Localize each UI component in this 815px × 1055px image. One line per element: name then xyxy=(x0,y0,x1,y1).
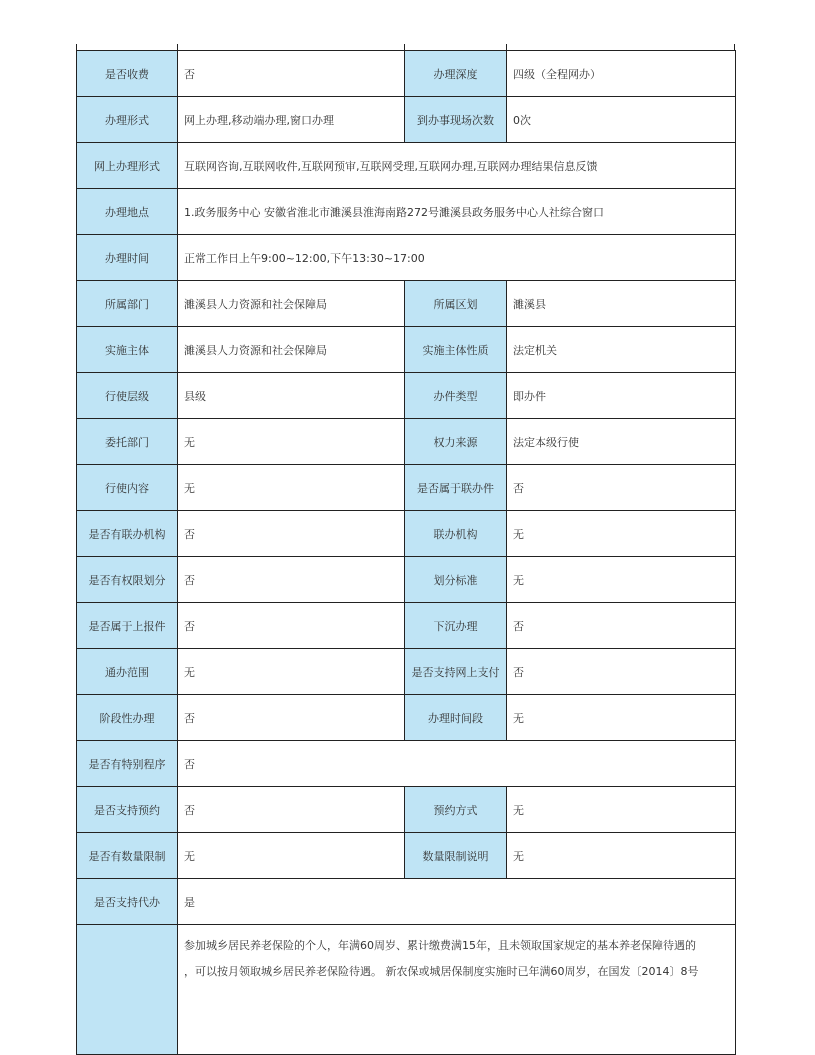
field-label: 到办事现场次数 xyxy=(405,97,507,143)
field-label: 联办机构 xyxy=(405,511,507,557)
table-row xyxy=(77,327,736,373)
table-row xyxy=(77,787,736,833)
table-row xyxy=(77,833,736,879)
field-label: 是否属于联办件 xyxy=(405,465,507,511)
field-label: 办理深度 xyxy=(405,51,507,97)
field-label: 行使内容 xyxy=(77,465,178,511)
table-row xyxy=(77,695,736,741)
field-label: 是否支持代办 xyxy=(77,879,178,925)
field-label: 是否支持预约 xyxy=(77,787,178,833)
field-value: 否 xyxy=(507,465,736,511)
field-value: 即办件 xyxy=(507,373,736,419)
field-label: 是否有数量限制 xyxy=(77,833,178,879)
field-value-conditions xyxy=(178,925,736,1055)
field-value: 无 xyxy=(507,511,736,557)
field-value: 无 xyxy=(178,649,405,695)
table-row-conditions xyxy=(77,925,736,1055)
field-label: 网上办理形式 xyxy=(77,143,178,189)
field-label: 权力来源 xyxy=(405,419,507,465)
field-label xyxy=(77,925,178,1055)
field-value: 濉溪县人力资源和社会保障局 xyxy=(178,281,405,327)
conditions-line: ，可以按月领取城乡居民养老保险待遇。 新农保或城居保制度实施时已年满60周岁，在国发〔2014〕8号 xyxy=(184,965,699,978)
table-row xyxy=(77,741,736,787)
field-value: 无 xyxy=(507,787,736,833)
field-value: 无 xyxy=(507,695,736,741)
table-row xyxy=(77,879,736,925)
field-label: 办理形式 xyxy=(77,97,178,143)
field-value: 濉溪县人力资源和社会保障局 xyxy=(178,327,405,373)
field-value: 否 xyxy=(178,51,405,97)
field-label: 办件类型 xyxy=(405,373,507,419)
table-row xyxy=(77,603,736,649)
field-value: 县级 xyxy=(178,373,405,419)
table-row xyxy=(77,143,736,189)
field-value: 否 xyxy=(178,695,405,741)
table-row xyxy=(77,235,736,281)
field-label: 委托部门 xyxy=(77,419,178,465)
table-row xyxy=(77,51,736,97)
field-label: 是否属于上报件 xyxy=(77,603,178,649)
field-value: 否 xyxy=(507,603,736,649)
field-value: 否 xyxy=(178,741,736,787)
field-value: 正常工作日上午9:00~12:00,下午13:30~17:00 xyxy=(178,235,736,281)
table-row xyxy=(77,373,736,419)
field-value: 濉溪县 xyxy=(507,281,736,327)
field-label: 是否有特别程序 xyxy=(77,741,178,787)
field-label: 所属部门 xyxy=(77,281,178,327)
conditions-line: 参加城乡居民养老保险的个人，年满60周岁、累计缴费满15年，且未领取国家规定的基本养老保障待遇的 xyxy=(184,939,696,952)
field-value: 否 xyxy=(178,787,405,833)
table-row xyxy=(77,511,736,557)
field-value: 互联网咨询,互联网收件,互联网预审,互联网受理,互联网办理,互联网办理结果信息反馈 xyxy=(178,143,736,189)
field-label: 划分标准 xyxy=(405,557,507,603)
field-value: 是 xyxy=(178,879,736,925)
field-label: 是否有联办机构 xyxy=(77,511,178,557)
service-info-table xyxy=(76,50,736,1055)
field-label: 办理地点 xyxy=(77,189,178,235)
field-value: 否 xyxy=(178,511,405,557)
field-value: 否 xyxy=(507,649,736,695)
field-label: 行使层级 xyxy=(77,373,178,419)
field-label: 是否收费 xyxy=(77,51,178,97)
field-value: 网上办理,移动端办理,窗口办理 xyxy=(178,97,405,143)
table-row xyxy=(77,189,736,235)
field-value: 无 xyxy=(507,557,736,603)
field-label: 是否支持网上支付 xyxy=(405,649,507,695)
field-label: 办理时间段 xyxy=(405,695,507,741)
table-row xyxy=(77,649,736,695)
field-value: 否 xyxy=(178,557,405,603)
field-value: 0次 xyxy=(507,97,736,143)
table-row xyxy=(77,465,736,511)
field-value: 四级（全程网办） xyxy=(507,51,736,97)
table-row xyxy=(77,281,736,327)
field-value: 无 xyxy=(178,419,405,465)
field-label: 数量限制说明 xyxy=(405,833,507,879)
field-value: 1.政务服务中心 安徽省淮北市濉溪县淮海南路272号濉溪县政务服务中心人社综合窗口 xyxy=(178,189,736,235)
table-row xyxy=(77,419,736,465)
field-label: 是否有权限划分 xyxy=(77,557,178,603)
field-label: 阶段性办理 xyxy=(77,695,178,741)
field-label: 通办范围 xyxy=(77,649,178,695)
table-row xyxy=(77,97,736,143)
field-label: 办理时间 xyxy=(77,235,178,281)
field-value: 法定本级行使 xyxy=(507,419,736,465)
field-value: 无 xyxy=(507,833,736,879)
table-row xyxy=(77,557,736,603)
field-label: 所属区划 xyxy=(405,281,507,327)
field-label: 下沉办理 xyxy=(405,603,507,649)
field-label: 预约方式 xyxy=(405,787,507,833)
field-label: 实施主体 xyxy=(77,327,178,373)
field-value: 法定机关 xyxy=(507,327,736,373)
field-label: 实施主体性质 xyxy=(405,327,507,373)
field-value: 否 xyxy=(178,603,405,649)
field-value: 无 xyxy=(178,833,405,879)
field-value: 无 xyxy=(178,465,405,511)
